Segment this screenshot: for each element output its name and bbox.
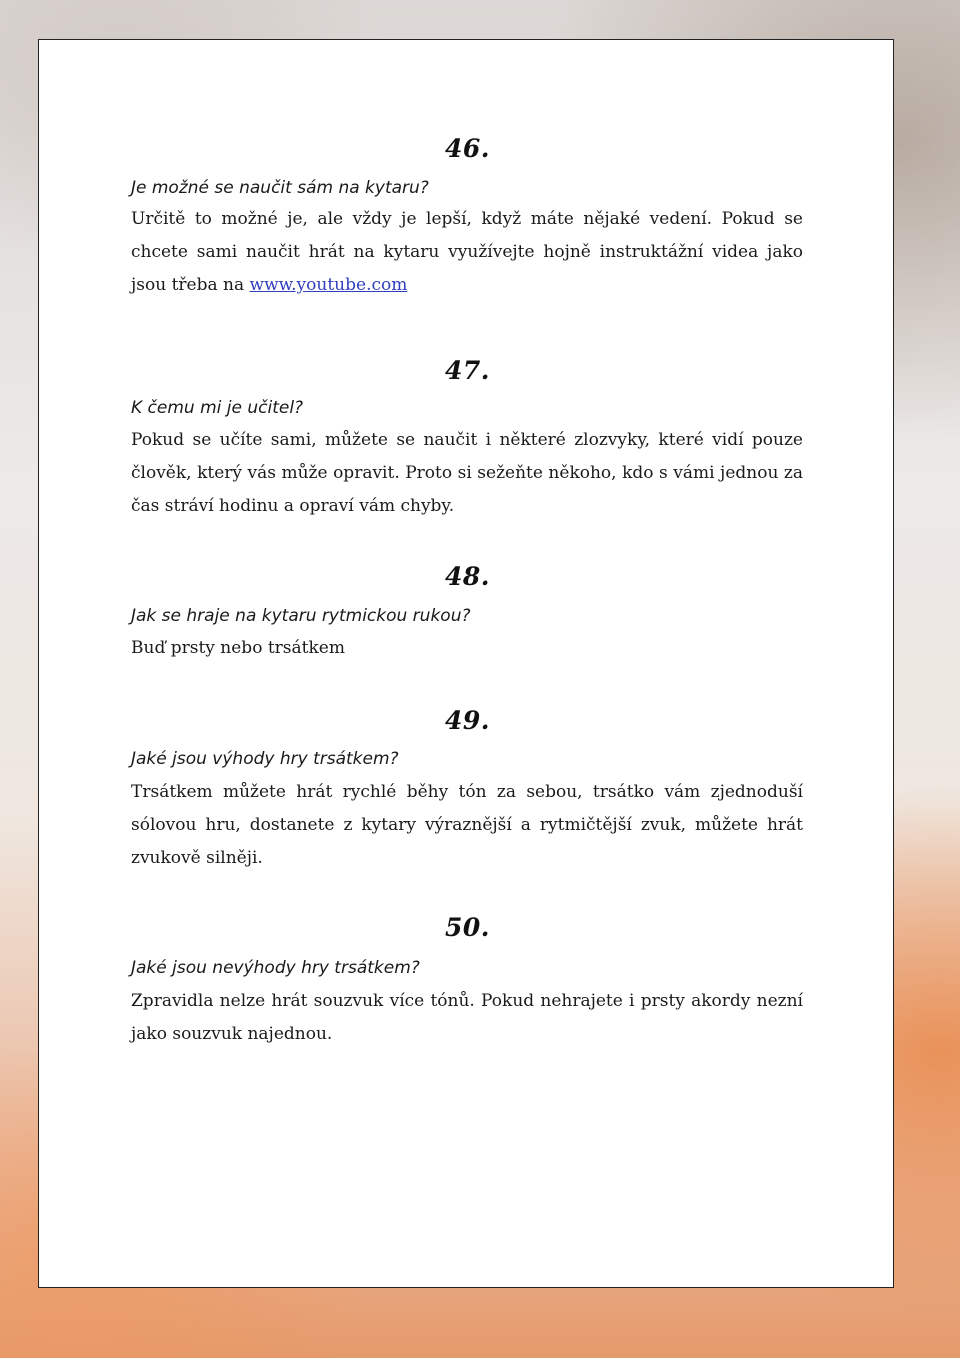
answer-prefix: Určitě to možné je, ale vždy je lepší, když máte nějaké vedení. Pokud se chcete sami naučit hrát na kytaru využívejte hojně instruktážní videa jako jsou třeba na [131, 209, 803, 295]
answer-text: Buď prsty nebo trsátkem [131, 638, 345, 658]
answer-text: Zpravidla nelze hrát souzvuk více tónů. Pokud nehrajete i prsty akordy nezní jako souzvuk najednou. [131, 991, 803, 1044]
question-text: Jaké jsou výhody hry trsátkem? [131, 749, 399, 769]
answer-text [131, 203, 803, 302]
question-text: Jaké jsou nevýhody hry trsátkem? [131, 958, 420, 978]
answer-text: Trsátkem můžete hrát rychlé běhy tón za sebou, trsátko vám zjednoduší sólovou hru, dostanete z kytary výraznější a rytmičtější zvuk, můžete hrát zvukově silněji. [131, 782, 803, 868]
answer-text: Pokud se učíte sami, můžete se naučit i některé zlozvyky, které vidí pouze člověk, který vás může opravit. Proto si sežeňte někoho, kdo s vámi jednou za čas stráví hodinu a opraví vám chyby. [131, 430, 803, 516]
youtube-link[interactable]: www.youtube.com [249, 275, 408, 295]
item-number: 47. [445, 356, 490, 385]
question-text: K čemu mi je učitel? [131, 398, 304, 418]
item-number: 50. [445, 913, 490, 942]
item-number: 48. [445, 562, 490, 591]
document-page [38, 39, 894, 1288]
item-number: 46. [445, 134, 490, 163]
question-text: Jak se hraje na kytaru rytmickou rukou? [131, 606, 471, 626]
item-number: 49. [445, 706, 490, 735]
question-text: Je možné se naučit sám na kytaru? [131, 178, 429, 198]
